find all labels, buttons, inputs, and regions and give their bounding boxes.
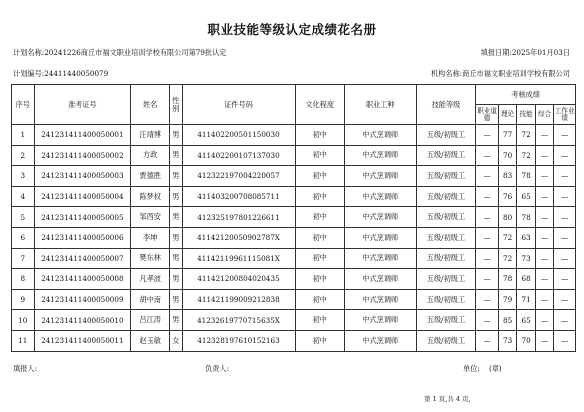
cell-ethics: — <box>476 145 499 166</box>
col-ethics: 职业道德 <box>476 105 499 125</box>
cell-occupation: 中式烹调师 <box>344 227 416 248</box>
cell-education: 初中 <box>295 145 344 166</box>
cell-skill: 78 <box>517 166 535 187</box>
cell-gender: 男 <box>170 145 182 166</box>
cell-gender: 男 <box>170 269 182 290</box>
cell-gender: 男 <box>170 248 182 269</box>
cell-id-no: 411421199009212838 <box>182 289 295 310</box>
cell-exam-no: 241231411400050002 <box>34 145 131 166</box>
cell-name: 赵玉敏 <box>131 330 170 351</box>
cell-theory: 80 <box>498 207 516 228</box>
cell-education: 初中 <box>295 289 344 310</box>
cell-seq: 9 <box>12 289 35 310</box>
cell-gender: 男 <box>170 166 182 187</box>
cell-education: 初中 <box>295 248 344 269</box>
cell-comprehensive: — <box>535 269 553 290</box>
cell-level: 五级/初级工 <box>416 330 476 351</box>
cell-exam-no: 241231411400050004 <box>34 186 131 207</box>
cell-name: 李坤 <box>131 227 170 248</box>
cell-ethics: — <box>476 289 499 310</box>
unit-label: 单位: <box>463 364 480 373</box>
cell-education: 初中 <box>295 269 344 290</box>
cell-name: 陈梦权 <box>131 186 170 207</box>
cell-occupation: 中式烹调师 <box>344 125 416 146</box>
cell-exam-no: 241231411400050003 <box>34 166 131 187</box>
cell-ethics: — <box>476 207 499 228</box>
cell-exam-no: 241231411400050005 <box>34 207 131 228</box>
cell-gender: 男 <box>170 207 182 228</box>
cell-comprehensive: — <box>535 125 553 146</box>
cell-seq: 7 <box>12 248 35 269</box>
cell-work-performance: — <box>554 125 576 146</box>
col-theory: 理论 <box>498 105 516 125</box>
cell-exam-no: 241231411400050009 <box>34 289 131 310</box>
cell-seq: 10 <box>12 310 35 331</box>
cell-education: 初中 <box>295 166 344 187</box>
cell-seq: 4 <box>12 186 35 207</box>
cell-comprehensive: — <box>535 207 553 228</box>
cell-skill: 72 <box>517 145 535 166</box>
organization-label: 机构名称: <box>430 69 463 78</box>
col-seq: 序号 <box>12 85 35 125</box>
cell-comprehensive: — <box>535 227 553 248</box>
cell-comprehensive: — <box>535 248 553 269</box>
cell-gender: 男 <box>170 310 182 331</box>
fill-date-label: 填报日期: <box>480 48 512 57</box>
cell-gender: 女 <box>170 330 182 351</box>
cell-education: 初中 <box>295 125 344 146</box>
cell-work-performance: — <box>554 248 576 269</box>
cell-theory: 78 <box>498 269 516 290</box>
cell-name: 邹西安 <box>131 207 170 228</box>
score-roster-table <box>11 84 576 352</box>
header-row <box>12 85 576 105</box>
cell-ethics: — <box>476 269 499 290</box>
seal-label: (章) <box>488 364 502 373</box>
organization-value: 商丘市福文职业培训学校有限公司 <box>462 69 570 78</box>
cell-work-performance: — <box>554 207 576 228</box>
cell-work-performance: — <box>554 330 576 351</box>
col-id-no: 证件号码 <box>182 85 295 125</box>
cell-level: 五级/初级工 <box>416 125 476 146</box>
table-row <box>12 186 576 207</box>
cell-occupation: 中式烹调师 <box>344 166 416 187</box>
cell-work-performance: — <box>554 269 576 290</box>
cell-id-no: 411402200107137030 <box>182 145 295 166</box>
cell-name: 汪靖博 <box>131 125 170 146</box>
cell-ethics: — <box>476 330 499 351</box>
cell-id-no: 411403200708085711 <box>182 186 295 207</box>
cell-id-no: 412322197004220057 <box>182 166 295 187</box>
cell-level: 五级/初级工 <box>416 248 476 269</box>
col-comprehensive: 综合 <box>535 105 553 125</box>
cell-seq: 2 <box>12 145 35 166</box>
cell-level: 五级/初级工 <box>416 207 476 228</box>
cell-seq: 5 <box>12 207 35 228</box>
cell-occupation: 中式烹调师 <box>344 145 416 166</box>
cell-exam-no: 241231411400050006 <box>34 227 131 248</box>
cell-skill: 72 <box>517 125 535 146</box>
cell-gender: 男 <box>170 186 182 207</box>
filler-label: 填报人: <box>13 364 37 373</box>
plan-number <box>13 69 108 79</box>
table-row <box>12 248 576 269</box>
plan-name <box>13 48 226 58</box>
cell-comprehensive: — <box>535 330 553 351</box>
cell-level: 五级/初级工 <box>416 289 476 310</box>
plan-number-label: 计划编号: <box>13 69 45 78</box>
page-number: 第 1 页,共 4 页, <box>424 395 471 403</box>
organization-name <box>431 69 570 79</box>
plan-name-label: 计划名称: <box>13 48 45 57</box>
cell-theory: 70 <box>498 145 516 166</box>
cell-gender: 男 <box>170 125 182 146</box>
cell-id-no: 412328197610152163 <box>182 330 295 351</box>
cell-seq: 6 <box>12 227 35 248</box>
cell-occupation: 中式烹调师 <box>344 310 416 331</box>
cell-level: 五级/初级工 <box>416 269 476 290</box>
cell-theory: 83 <box>498 166 516 187</box>
col-name: 姓名 <box>131 85 170 125</box>
cell-occupation: 中式烹调师 <box>344 269 416 290</box>
cell-occupation: 中式烹调师 <box>344 248 416 269</box>
page-title: 职业技能等级认定成绩花名册 <box>207 22 377 37</box>
cell-id-no: 41142119961115081X <box>182 248 295 269</box>
col-gender: 性别 <box>170 85 182 125</box>
cell-exam-no: 241231411400050008 <box>34 269 131 290</box>
cell-skill: 71 <box>517 289 535 310</box>
col-occupation: 职业工种 <box>344 85 416 125</box>
cell-theory: 77 <box>498 125 516 146</box>
cell-work-performance: — <box>554 145 576 166</box>
table-row <box>12 227 576 248</box>
cell-education: 初中 <box>295 227 344 248</box>
cell-comprehensive: — <box>535 310 553 331</box>
cell-education: 初中 <box>295 186 344 207</box>
col-skill: 技能 <box>517 105 535 125</box>
cell-skill: 63 <box>517 227 535 248</box>
cell-exam-no: 241231411400050001 <box>34 125 131 146</box>
cell-level: 五级/初级工 <box>416 166 476 187</box>
cell-id-no: 411402200501150030 <box>182 125 295 146</box>
cell-id-no: 41232619770715635X <box>182 310 295 331</box>
table-row <box>12 269 576 290</box>
cell-work-performance: — <box>554 166 576 187</box>
cell-work-performance: — <box>554 310 576 331</box>
cell-name: 吕江涛 <box>131 310 170 331</box>
cell-id-no: 412325197801226611 <box>182 207 295 228</box>
cell-skill: 68 <box>517 269 535 290</box>
cell-theory: 72 <box>498 248 516 269</box>
cell-ethics: — <box>476 125 499 146</box>
cell-seq: 11 <box>12 330 35 351</box>
table-row <box>12 289 576 310</box>
cell-education: 初中 <box>295 207 344 228</box>
col-education: 文化程度 <box>295 85 344 125</box>
table-row <box>12 310 576 331</box>
cell-seq: 8 <box>12 269 35 290</box>
cell-skill: 73 <box>517 248 535 269</box>
cell-comprehensive: — <box>535 145 553 166</box>
fill-date-value: 2025年01月03日 <box>511 48 570 57</box>
table-row <box>12 145 576 166</box>
table-row <box>12 125 576 146</box>
cell-seq: 3 <box>12 166 35 187</box>
cell-ethics: — <box>476 186 499 207</box>
cell-occupation: 中式烹调师 <box>344 330 416 351</box>
cell-education: 初中 <box>295 330 344 351</box>
cell-name: 方政 <box>131 145 170 166</box>
fill-date <box>481 48 570 58</box>
responsible-label: 负责人: <box>205 364 229 373</box>
cell-occupation: 中式烹调师 <box>344 207 416 228</box>
cell-comprehensive: — <box>535 186 553 207</box>
cell-id-no: 41142120050902787X <box>182 227 295 248</box>
cell-id-no: 411421200804020435 <box>182 269 295 290</box>
cell-theory: 76 <box>498 186 516 207</box>
cell-theory: 73 <box>498 330 516 351</box>
cell-level: 五级/初级工 <box>416 310 476 331</box>
cell-name: 凡孝波 <box>131 269 170 290</box>
plan-number-value: 24411440050079 <box>44 69 109 78</box>
cell-comprehensive: — <box>535 289 553 310</box>
table-row <box>12 330 576 351</box>
cell-ethics: — <box>476 227 499 248</box>
cell-level: 五级/初级工 <box>416 145 476 166</box>
cell-skill: 65 <box>517 310 535 331</box>
cell-skill: 70 <box>517 330 535 351</box>
cell-work-performance: — <box>554 227 576 248</box>
table-row <box>12 207 576 228</box>
plan-name-value: 20241226商丘市福文职业培训学校有限公司第79批认定 <box>44 48 227 57</box>
cell-gender: 男 <box>170 289 182 310</box>
cell-occupation: 中式烹调师 <box>344 186 416 207</box>
cell-work-performance: — <box>554 186 576 207</box>
col-level: 技能等级 <box>416 85 476 125</box>
cell-theory: 79 <box>498 289 516 310</box>
cell-ethics: — <box>476 310 499 331</box>
cell-ethics: — <box>476 166 499 187</box>
cell-name: 樊东林 <box>131 248 170 269</box>
col-work-performance: 工作业绩 <box>554 105 576 125</box>
cell-comprehensive: — <box>535 166 553 187</box>
cell-level: 五级/初级工 <box>416 227 476 248</box>
cell-ethics: — <box>476 248 499 269</box>
table-row <box>12 166 576 187</box>
cell-level: 五级/初级工 <box>416 186 476 207</box>
cell-gender: 男 <box>170 227 182 248</box>
cell-seq: 1 <box>12 125 35 146</box>
cell-name: 胡中南 <box>131 289 170 310</box>
cell-exam-no: 241231411400050007 <box>34 248 131 269</box>
cell-exam-no: 241231411400050010 <box>34 310 131 331</box>
cell-name: 贾德胜 <box>131 166 170 187</box>
col-exam-no: 准考证号 <box>34 85 131 125</box>
cell-theory: 72 <box>498 227 516 248</box>
cell-work-performance: — <box>554 289 576 310</box>
cell-skill: 78 <box>517 207 535 228</box>
cell-exam-no: 241231411400050011 <box>34 330 131 351</box>
cell-theory: 85 <box>498 310 516 331</box>
cell-occupation: 中式烹调师 <box>344 289 416 310</box>
col-assessment: 考核成绩 <box>476 85 576 105</box>
cell-education: 初中 <box>295 310 344 331</box>
cell-skill: 65 <box>517 186 535 207</box>
unit-seal <box>463 364 502 374</box>
